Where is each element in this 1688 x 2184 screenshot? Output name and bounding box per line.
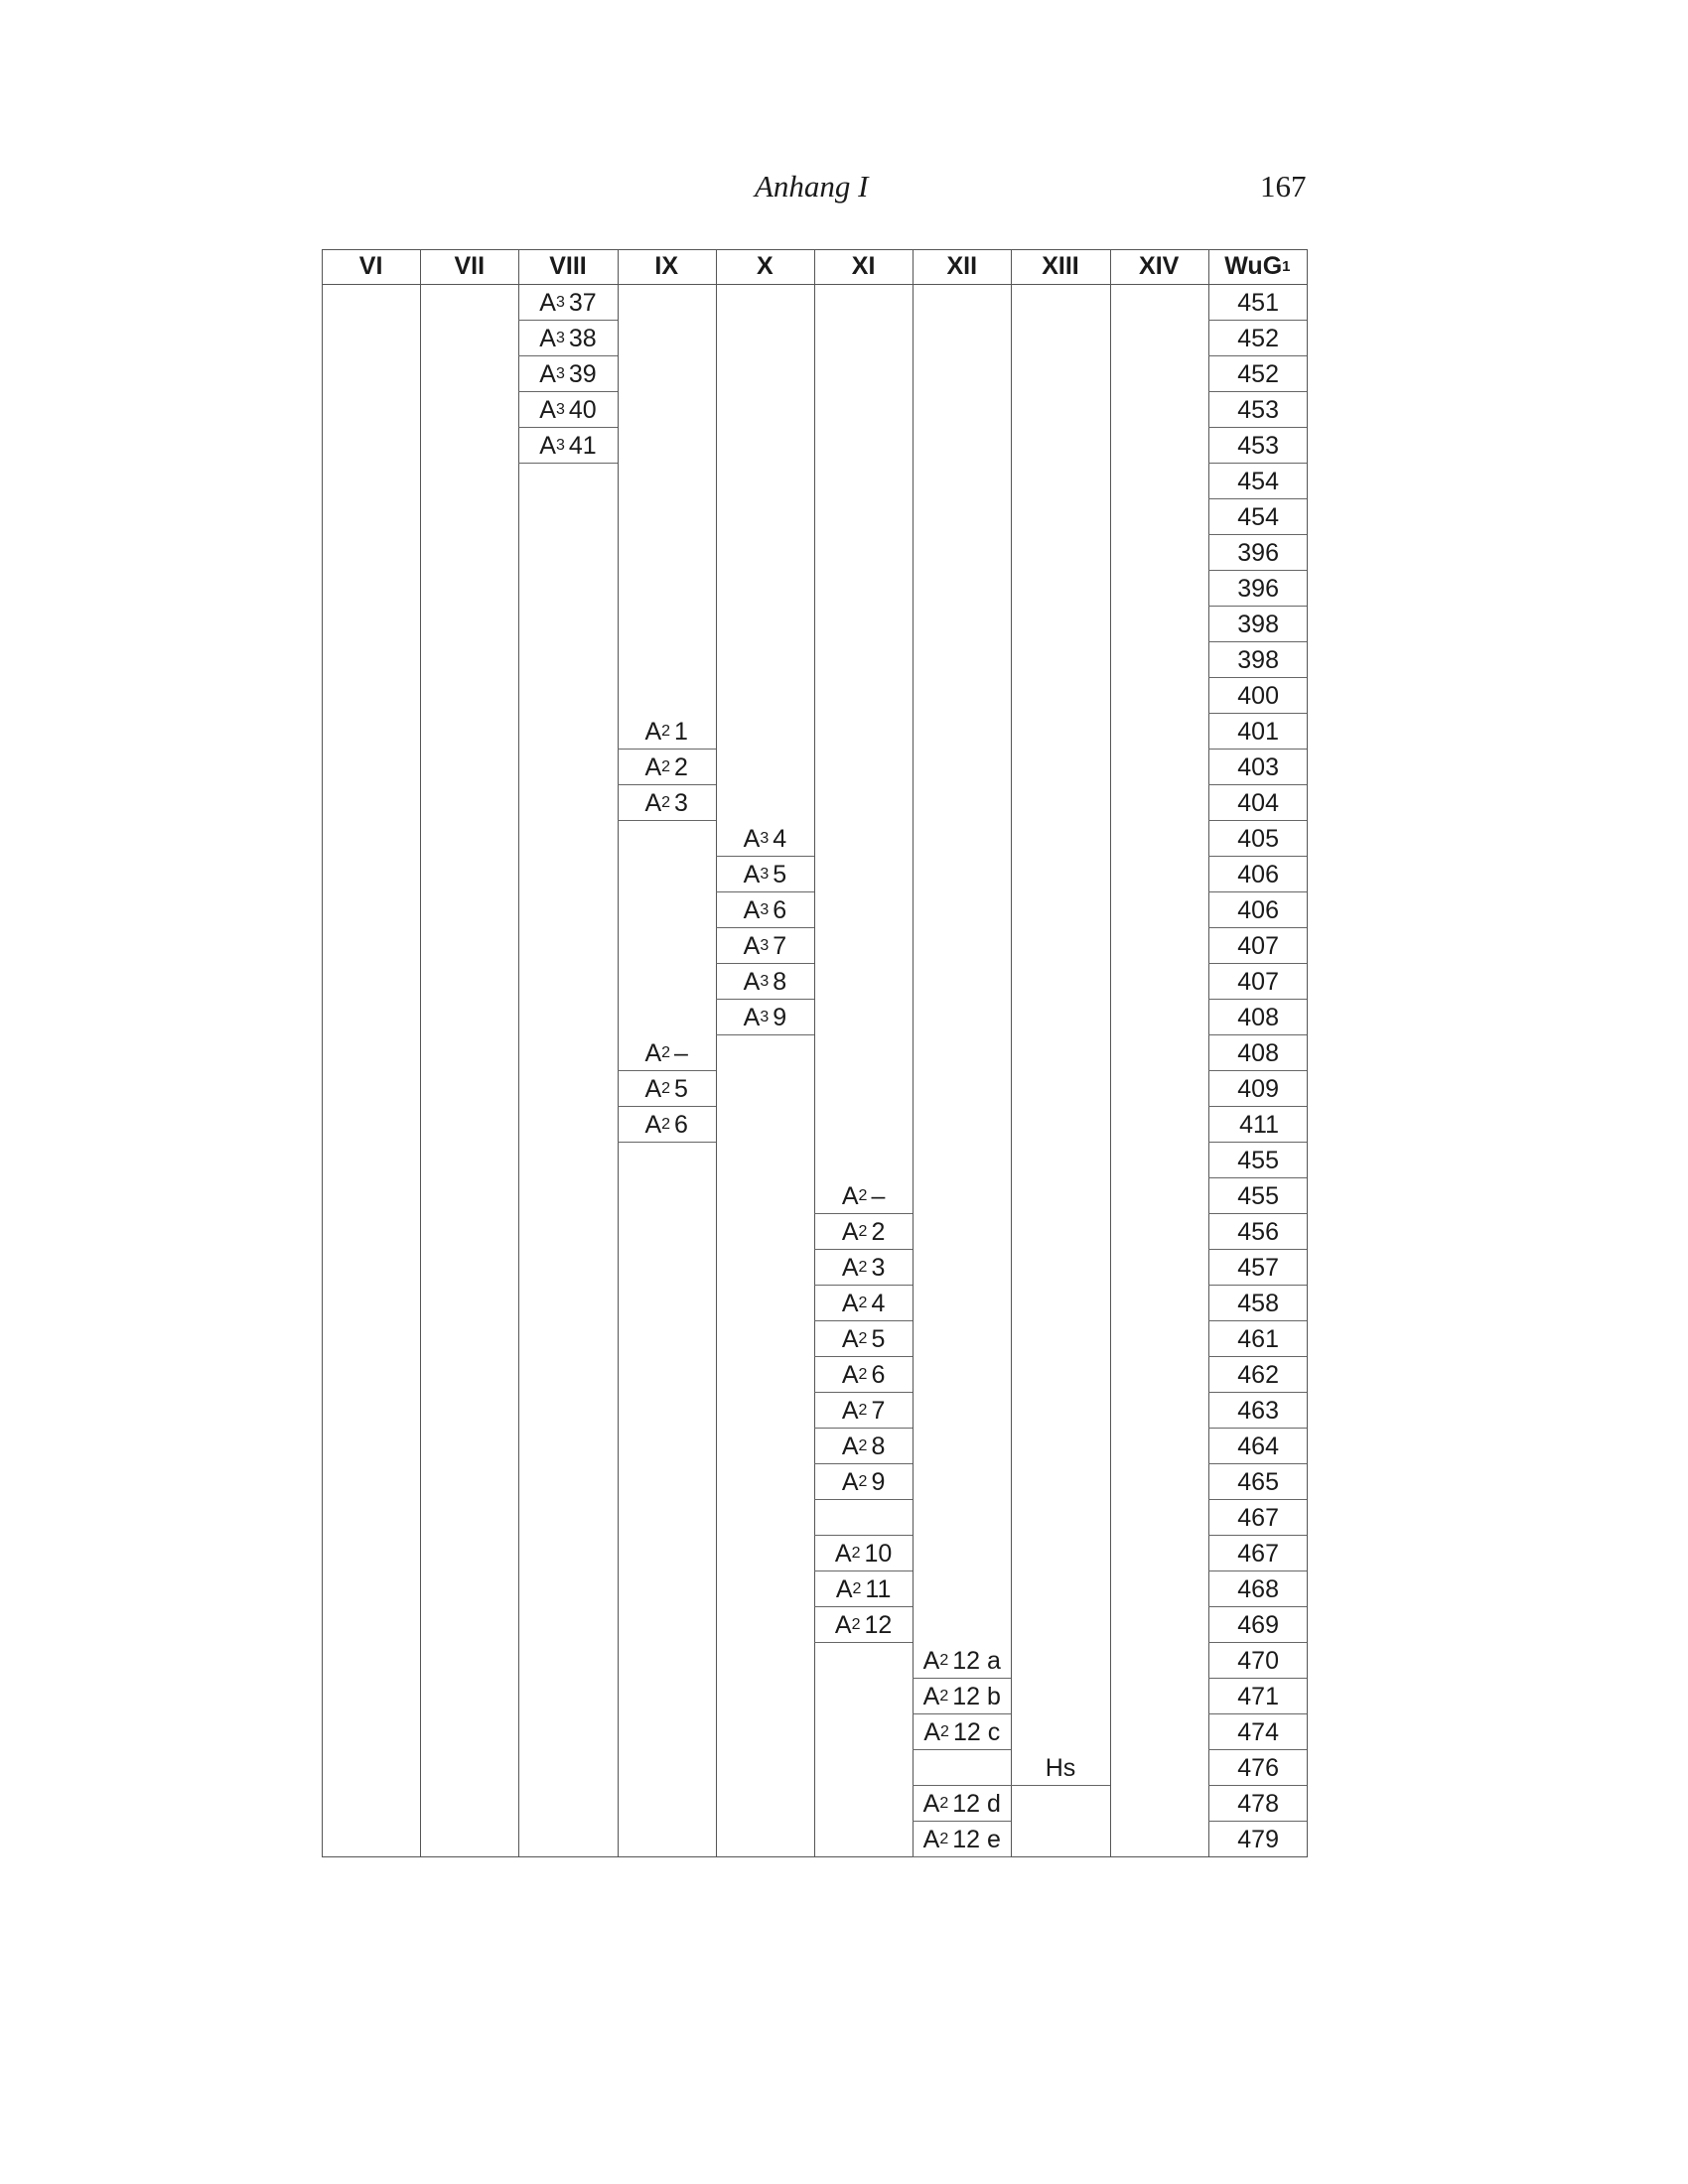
wug-number: 455 — [1237, 1146, 1279, 1174]
wug-number: 457 — [1237, 1253, 1279, 1282]
wug-number: 467 — [1237, 1503, 1279, 1532]
entry-number: 11 — [865, 1574, 892, 1603]
entry-cell: A 2 2 — [841, 1217, 886, 1246]
entry-cell: A 2 – — [644, 1038, 688, 1067]
wug-cell — [1208, 1643, 1307, 1679]
wug-number: 478 — [1237, 1789, 1279, 1818]
entry-prefix: A — [841, 1396, 859, 1425]
column-rule — [420, 249, 421, 1857]
wug-number: 453 — [1237, 431, 1279, 460]
entry-number: 40 — [568, 395, 597, 424]
entry-number: 8 — [773, 967, 787, 996]
wug-cell — [1208, 607, 1307, 642]
wug-number: 458 — [1237, 1289, 1279, 1317]
entry-number: 12 c — [952, 1717, 1001, 1746]
entry-prefix: A — [743, 931, 761, 960]
wug-number: 453 — [1237, 395, 1279, 424]
wug-number: 452 — [1237, 359, 1279, 388]
entry-cell: A 2 12 — [834, 1610, 893, 1639]
entry-number: 7 — [871, 1396, 886, 1425]
wug-number: 454 — [1237, 502, 1279, 531]
entry-prefix: A — [834, 1610, 852, 1639]
entry-prefix: A — [923, 1717, 941, 1746]
entry-prefix: A — [539, 288, 556, 317]
entry-prefix: A — [644, 1074, 662, 1103]
wug-number: 398 — [1237, 645, 1279, 674]
entry-number: – — [871, 1181, 886, 1210]
entry-number: 6 — [674, 1110, 688, 1139]
page-number: 167 — [1260, 169, 1307, 204]
column-header-label: XII — [946, 252, 978, 280]
wug-number: 396 — [1237, 574, 1279, 603]
entry-prefix: A — [841, 1253, 859, 1282]
column-header — [913, 249, 1011, 285]
entry-cell: A 2 5 — [644, 1074, 688, 1103]
entry-number: 4 — [773, 824, 787, 853]
entry-cell: A 2 3 — [841, 1253, 886, 1282]
wug-cell — [1208, 1822, 1307, 1857]
wug-number: 408 — [1237, 1038, 1279, 1067]
column-header — [420, 249, 518, 285]
cell-separator — [618, 820, 716, 821]
wug-cell — [1208, 571, 1307, 607]
entry-prefix: A — [743, 824, 761, 853]
entry-number: 2 — [674, 752, 688, 781]
column-header-label: XI — [851, 252, 876, 280]
cell-separator — [814, 1642, 913, 1643]
column-header: WuG 1 — [1208, 249, 1307, 285]
wug-number: 398 — [1237, 610, 1279, 638]
entry-number: 12 b — [952, 1682, 1001, 1710]
entry-prefix: A — [841, 1217, 859, 1246]
entry-cell: A 2 5 — [841, 1324, 886, 1353]
wug-cell — [1208, 1250, 1307, 1286]
wug-number: 463 — [1237, 1396, 1279, 1425]
wug-cell — [1208, 428, 1307, 464]
entry-cell: A 2 9 — [841, 1467, 886, 1496]
wug-cell — [1208, 1464, 1307, 1500]
entry-cell: A 2 12 c — [923, 1717, 1001, 1746]
entry-cell: A 2 7 — [841, 1396, 886, 1425]
entry-number: 9 — [871, 1467, 886, 1496]
wug-cell — [1208, 821, 1307, 857]
wug-cell — [1208, 1393, 1307, 1429]
entry-number: 12 d — [952, 1789, 1001, 1818]
entry-prefix: A — [743, 895, 761, 924]
wug-number: 476 — [1237, 1753, 1279, 1782]
entry-number: 5 — [871, 1324, 886, 1353]
column-header — [618, 249, 716, 285]
wug-number: 400 — [1237, 681, 1279, 710]
column-header-label: WuG — [1224, 252, 1283, 280]
wug-cell — [1208, 1679, 1307, 1714]
entry-number: 1 — [674, 717, 688, 746]
entry-cell: A 2 12 b — [922, 1682, 1001, 1710]
column-header-label: XIV — [1139, 252, 1180, 280]
wug-cell — [1208, 642, 1307, 678]
wug-cell — [1208, 1321, 1307, 1357]
entry-prefix: A — [841, 1289, 859, 1317]
entry-cell: A 3 5 — [743, 860, 787, 888]
wug-number: 407 — [1237, 967, 1279, 996]
entry-prefix: A — [644, 1110, 662, 1139]
entry-prefix: A — [539, 324, 556, 352]
entry-prefix: A — [841, 1324, 859, 1353]
entry-cell: A 3 9 — [743, 1003, 787, 1031]
entry-cell — [913, 1750, 1011, 1786]
wug-cell — [1208, 499, 1307, 535]
entry-number: – — [674, 1038, 688, 1067]
wug-cell — [1208, 1607, 1307, 1643]
column-rule — [1307, 249, 1308, 1857]
wug-cell — [1208, 1143, 1307, 1178]
entry-number: 3 — [871, 1253, 886, 1282]
entry-prefix: A — [644, 1038, 662, 1067]
column-header-label: VIII — [549, 252, 587, 280]
wug-number: 467 — [1237, 1539, 1279, 1568]
entry-number: 12 e — [952, 1825, 1001, 1853]
wug-cell — [1208, 892, 1307, 928]
column-header — [322, 249, 420, 285]
column-header-label: IX — [654, 252, 678, 280]
entry-number: 37 — [568, 288, 597, 317]
wug-number: 465 — [1237, 1467, 1279, 1496]
wug-cell — [1208, 678, 1307, 714]
entry-number: 9 — [773, 1003, 787, 1031]
wug-number: 462 — [1237, 1360, 1279, 1389]
column-header — [716, 249, 814, 285]
wug-number: 470 — [1237, 1646, 1279, 1675]
wug-number: 408 — [1237, 1003, 1279, 1031]
wug-number: 405 — [1237, 824, 1279, 853]
cell-separator — [518, 463, 617, 464]
column-header-label: VI — [358, 252, 383, 280]
wug-number: 404 — [1237, 788, 1279, 817]
entry-cell: A 2 12 a — [922, 1646, 1001, 1675]
wug-number: 406 — [1237, 860, 1279, 888]
entry-prefix: A — [644, 717, 662, 746]
wug-number: 406 — [1237, 895, 1279, 924]
entry-prefix: A — [922, 1646, 940, 1675]
entry-number: 6 — [773, 895, 787, 924]
entry-prefix: A — [834, 1539, 852, 1568]
entry-cell: A 3 38 — [539, 324, 597, 352]
wug-cell — [1208, 464, 1307, 499]
entry-cell: A 3 39 — [539, 359, 597, 388]
cell-separator — [913, 1856, 1011, 1857]
wug-cell — [1208, 1750, 1307, 1786]
entry-cell — [1011, 1750, 1109, 1786]
entry-number: 12 — [864, 1610, 893, 1639]
wug-cell — [1208, 964, 1307, 1000]
entry-prefix: A — [922, 1825, 940, 1853]
entry-prefix: A — [539, 395, 556, 424]
entry-cell: A 3 4 — [743, 824, 787, 853]
wug-cell — [1208, 1000, 1307, 1035]
column-header-label: XIII — [1042, 252, 1079, 280]
column-header — [814, 249, 913, 285]
wug-number: 451 — [1237, 288, 1279, 317]
entry-number: 41 — [568, 431, 597, 460]
entry-cell: A 2 8 — [841, 1432, 886, 1460]
wug-number: 469 — [1237, 1610, 1279, 1639]
wug-number: 403 — [1237, 752, 1279, 781]
entry-number: 8 — [871, 1432, 886, 1460]
wug-number: 396 — [1237, 538, 1279, 567]
cell-separator — [618, 1142, 716, 1143]
entry-cell: A 2 6 — [841, 1360, 886, 1389]
wug-cell — [1208, 928, 1307, 964]
entry-prefix: A — [743, 1003, 761, 1031]
entry-prefix: A — [835, 1574, 853, 1603]
wug-number: 479 — [1237, 1825, 1279, 1853]
wug-number: 411 — [1239, 1110, 1279, 1139]
entry-prefix: A — [539, 431, 556, 460]
wug-number: 468 — [1237, 1574, 1279, 1603]
entry-cell: A 3 6 — [743, 895, 787, 924]
cell-separator — [1011, 1785, 1109, 1786]
entry-number: Hs — [1045, 1753, 1076, 1782]
column-rule — [1110, 249, 1111, 1857]
wug-number: 471 — [1237, 1682, 1279, 1710]
wug-cell — [1208, 750, 1307, 785]
wug-cell — [1208, 714, 1307, 750]
column-header — [1110, 249, 1208, 285]
entry-number: 4 — [871, 1289, 886, 1317]
cell-separator — [716, 1034, 814, 1035]
wug-cell — [1208, 1286, 1307, 1321]
wug-number: 474 — [1237, 1717, 1279, 1746]
entry-number: 2 — [871, 1217, 886, 1246]
wug-cell — [1208, 356, 1307, 392]
entry-prefix: A — [743, 860, 761, 888]
column-header-label: VII — [454, 252, 486, 280]
entry-prefix: A — [644, 788, 662, 817]
wug-cell — [1208, 392, 1307, 428]
entry-cell: A 2 4 — [841, 1289, 886, 1317]
entry-number: 3 — [674, 788, 688, 817]
entry-prefix: A — [922, 1789, 940, 1818]
running-head — [0, 169, 1688, 208]
entry-number: 6 — [871, 1360, 886, 1389]
wug-number: 401 — [1237, 717, 1279, 746]
column-rule — [1011, 249, 1012, 1857]
wug-cell — [1208, 1357, 1307, 1393]
wug-cell — [1208, 1714, 1307, 1750]
entry-number: 7 — [773, 931, 787, 960]
wug-number: 452 — [1237, 324, 1279, 352]
column-header — [518, 249, 617, 285]
entry-prefix: A — [922, 1682, 940, 1710]
wug-cell — [1208, 1107, 1307, 1143]
wug-cell — [1208, 1214, 1307, 1250]
wug-number: 464 — [1237, 1432, 1279, 1460]
wug-cell — [1208, 857, 1307, 892]
wug-cell — [1208, 1571, 1307, 1607]
entry-cell: A 2 12 e — [922, 1825, 1001, 1853]
wug-cell — [1208, 1178, 1307, 1214]
entry-cell: A 2 11 — [835, 1574, 892, 1603]
wug-number: 455 — [1237, 1181, 1279, 1210]
entry-cell: A 3 41 — [539, 431, 597, 460]
entry-prefix: A — [841, 1432, 859, 1460]
running-title: Anhang I — [755, 169, 869, 204]
entry-prefix: A — [644, 752, 662, 781]
wug-number: 461 — [1237, 1324, 1279, 1353]
wug-cell — [1208, 1429, 1307, 1464]
entry-prefix: A — [841, 1467, 859, 1496]
wug-number: 407 — [1237, 931, 1279, 960]
wug-number: 409 — [1237, 1074, 1279, 1103]
entry-cell: A 2 10 — [834, 1539, 893, 1568]
entry-cell: A 2 – — [841, 1181, 886, 1210]
entry-cell: A 2 2 — [644, 752, 688, 781]
entry-number: 12 a — [952, 1646, 1001, 1675]
entry-prefix: A — [539, 359, 556, 388]
entry-cell: A 2 12 d — [922, 1789, 1001, 1818]
column-rule — [518, 249, 519, 1857]
wug-cell — [1208, 1071, 1307, 1107]
entry-cell — [814, 1500, 913, 1536]
wug-number: 456 — [1237, 1217, 1279, 1246]
wug-cell — [1208, 1536, 1307, 1571]
column-rule — [322, 249, 323, 1857]
wug-cell — [1208, 535, 1307, 571]
entry-prefix: A — [841, 1181, 859, 1210]
entry-cell: A 2 6 — [644, 1110, 688, 1139]
entry-number: 39 — [568, 359, 597, 388]
entry-number: 10 — [864, 1539, 893, 1568]
entry-cell: A 2 3 — [644, 788, 688, 817]
wug-cell — [1208, 1035, 1307, 1071]
wug-cell — [1208, 285, 1307, 321]
entry-cell: A 3 37 — [539, 288, 597, 317]
wug-cell — [1208, 1786, 1307, 1822]
entry-prefix: A — [743, 967, 761, 996]
entry-number: 5 — [773, 860, 787, 888]
wug-cell — [1208, 321, 1307, 356]
wug-number: 454 — [1237, 467, 1279, 495]
entry-number: 38 — [568, 324, 597, 352]
entry-cell: A 2 1 — [644, 717, 688, 746]
entry-number: 5 — [674, 1074, 688, 1103]
column-rule — [716, 249, 717, 1857]
entry-prefix: A — [841, 1360, 859, 1389]
concordance-table — [322, 249, 1307, 1858]
column-header — [1011, 249, 1109, 285]
entry-cell: A 3 7 — [743, 931, 787, 960]
entry-cell: A 3 8 — [743, 967, 787, 996]
column-header-label: X — [757, 252, 774, 280]
entry-cell: A 3 40 — [539, 395, 597, 424]
wug-cell — [1208, 1500, 1307, 1536]
wug-cell — [1208, 785, 1307, 821]
